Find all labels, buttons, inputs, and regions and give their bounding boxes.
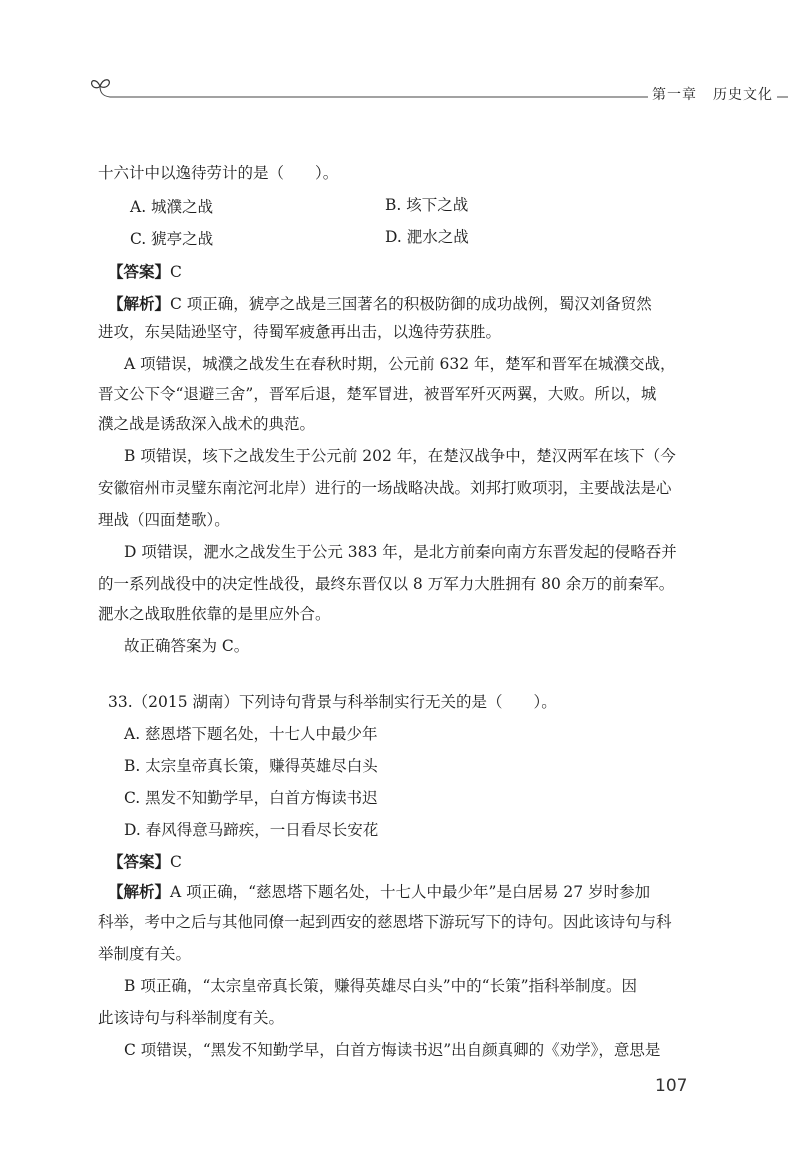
q32-b-line-3: 理战（四面楚歌）。	[98, 511, 230, 529]
chapter-title: 历史文化	[713, 87, 773, 103]
q32-stem: 十六计中以逸待劳计的是（ ）。	[98, 164, 339, 182]
q32-answer	[108, 262, 182, 282]
q32-d-line-2: 的一系列战役中的决定性战役，最终东晋仅以 8 万军力大胜拥有 80 余万的前秦军。	[98, 575, 675, 593]
analysis-text: A 项正确，“慈恩塔下题名处，十七人中最少年”是白居易 27 岁时参加	[170, 883, 651, 901]
answer-value: C	[170, 263, 182, 281]
q32-b-line-1: B 项错误，垓下之战发生于公元前 202 年，在楚汉战争中，楚汉两军在垓下（今	[124, 447, 676, 465]
page-number: 107	[655, 1076, 688, 1096]
q33-option-a: A. 慈恩塔下题名处，十七人中最少年	[124, 725, 378, 743]
q33-analysis-line-1	[108, 882, 650, 902]
q32-a-line-1: A 项错误，城濮之战发生在春秋时期，公元前 632 年，楚军和晋军在城濮交战，	[124, 355, 676, 373]
q32-d-line-1: D 项错误，淝水之战发生于公元 383 年，是北方前秦向南方东晋发起的侵略吞并	[124, 543, 677, 561]
q33-option-d: D. 春风得意马蹄疾，一日看尽长安花	[124, 821, 379, 839]
q32-b-line-2: 安徽宿州市灵璧东南沱河北岸）进行的一场战略决战。刘邦打败项羽，主要战法是心	[98, 479, 672, 497]
analysis-label: 【解析】	[108, 882, 171, 901]
q32-analysis-line-1	[108, 294, 652, 314]
q33-b-line-1: B 项正确，“太宗皇帝真长策，赚得英雄尽白头”中的“长策”指科举制度。因	[124, 977, 638, 995]
analysis-label: 【解析】	[108, 294, 171, 313]
answer-value: C	[170, 853, 182, 871]
running-header	[88, 72, 788, 106]
q32-a-line-2: 晋文公下令“退避三舍”，晋军后退，楚军冒进，被晋军歼灭两翼，大败。所以，城	[98, 385, 657, 403]
q33-analysis-line-2: 科举，考中之后与其他同僚一起到西安的慈恩塔下游玩写下的诗句。因此该诗句与科	[98, 913, 672, 931]
q32-option-a: A. 城濮之战	[130, 198, 214, 216]
answer-label: 【答案】	[108, 852, 171, 871]
q32-a-line-3: 濮之战是诱敌深入战术的典范。	[98, 415, 316, 433]
q33-answer	[108, 852, 182, 872]
chapter-number: 第一章	[652, 87, 697, 103]
answer-label: 【答案】	[108, 262, 171, 281]
q33-analysis-line-3: 举制度有关。	[98, 945, 192, 963]
q32-conclusion: 故正确答案为 C。	[124, 637, 250, 655]
q33-option-c: C. 黑发不知勤学早，白首方悔读书迟	[124, 789, 378, 807]
q32-option-d: D. 淝水之战	[385, 228, 469, 246]
q32-option-b: B. 垓下之战	[385, 196, 469, 214]
q33-option-b: B. 太宗皇帝真长策，赚得英雄尽白头	[124, 757, 378, 775]
q33-b-line-2: 此该诗句与科举制度有关。	[98, 1009, 285, 1027]
q32-d-line-3: 淝水之战取胜依靠的是里应外合。	[98, 605, 331, 623]
analysis-text: C 项正确，猇亭之战是三国著名的积极防御的成功战例，蜀汉刘备贸然	[170, 295, 652, 313]
chapter-heading	[648, 84, 777, 104]
q33-stem: 33.（2015 湖南）下列诗句背景与科举制实行无关的是（ ）。	[108, 693, 557, 711]
q32-option-c: C. 猇亭之战	[130, 230, 214, 248]
q33-c-line-1: C 项错误，“黑发不知勤学早，白首方悔读书迟”出自颜真卿的《劝学》，意思是	[124, 1041, 661, 1059]
q32-analysis-line-2: 进攻，东吴陆逊坚守，待蜀军疲惫再出击，以逸待劳获胜。	[98, 323, 502, 341]
